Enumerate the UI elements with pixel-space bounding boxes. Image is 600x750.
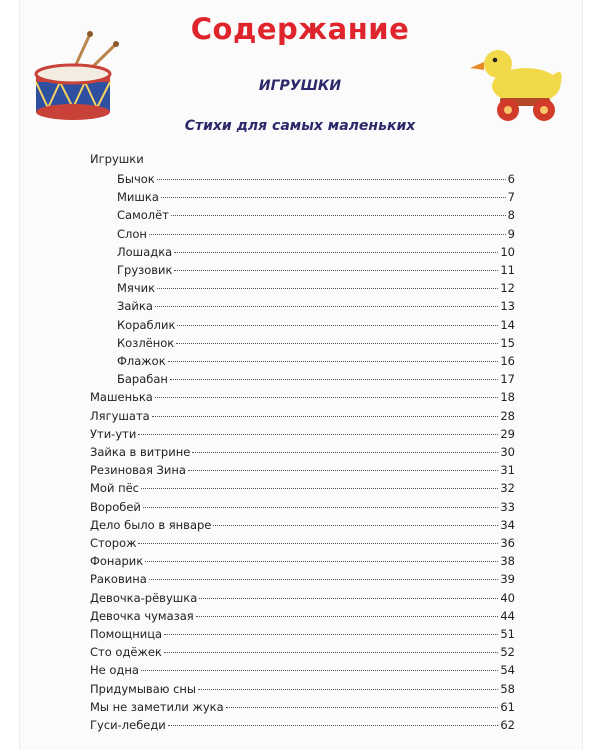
toc-leader-dots: [149, 234, 506, 235]
toc-page-number: 36: [500, 536, 515, 550]
toc-entry-title: Не одна: [90, 663, 139, 678]
toc-page-number: 39: [500, 572, 515, 587]
toc-leader-dots: [196, 616, 499, 617]
toc-page-number: 34: [500, 517, 515, 532]
toc-page-number: 38: [500, 554, 515, 569]
toc-entry-title: Кораблик: [117, 317, 176, 332]
toc-leader-dots: [164, 634, 498, 635]
toc-entry-title: Зайка: [117, 299, 153, 314]
toc-page-number: 9: [507, 226, 515, 241]
toc-entry-title: Самолёт: [117, 208, 169, 223]
toc-leader-dots: [226, 707, 499, 708]
toc-leader-dots: [155, 306, 498, 307]
toc-page-number: 33: [500, 499, 515, 514]
toc-entry-title: Сто одёжек: [90, 645, 162, 660]
toc-leader-dots: [168, 725, 499, 726]
toc-entry: [90, 461, 515, 479]
toc-entry: [90, 552, 515, 570]
book-subtitle: Стихи для самых маленьких: [184, 118, 416, 134]
toc-entry: [90, 643, 515, 661]
toc-entry: [117, 243, 515, 261]
toc-entry: [90, 589, 515, 607]
toc-leader-dots: [138, 434, 498, 435]
toc-page-number: 44: [500, 608, 515, 623]
toc-leader-dots: [145, 561, 498, 562]
toc-entry-title: Воробей: [90, 499, 141, 514]
toc-entry: [117, 188, 515, 206]
toc-leader-dots: [198, 689, 498, 690]
toc-entry: [90, 498, 515, 516]
toc-page-number: 15: [500, 335, 515, 350]
toc-leader-dots: [199, 598, 498, 599]
toc-leader-dots: [152, 416, 499, 417]
toc-entry: [90, 570, 515, 588]
toc-leader-dots: [141, 670, 498, 671]
toc-page-number: 17: [500, 372, 515, 387]
page-title: Содержание: [190, 12, 410, 46]
toc-leader-dots: [138, 543, 498, 544]
toc-entry: [90, 425, 515, 443]
toc-leader-dots: [174, 252, 498, 253]
section-title: ИГРУШКИ: [258, 78, 342, 94]
toc-entry: [117, 279, 515, 297]
toc-page-number: 51: [500, 627, 515, 641]
toc-entry: [117, 225, 515, 243]
toc-entry: [117, 206, 515, 224]
toc-entry-title: Дело было в январе: [90, 517, 212, 532]
toc-entry: [117, 316, 515, 334]
toc-leader-dots: [164, 652, 498, 653]
toc-entry-title: Придумываю сны: [90, 681, 197, 696]
toc-entry: [117, 352, 515, 370]
toc-entry-title: Лошадка: [117, 244, 173, 259]
toc-entry-title: Ути-ути: [90, 426, 137, 441]
toc-leader-dots: [157, 179, 506, 180]
toc-entry: [90, 534, 515, 552]
toc-leader-dots: [143, 507, 498, 508]
toc-page-number: 12: [500, 281, 515, 296]
toc-entry: [90, 607, 515, 625]
toc-leader-dots: [155, 397, 499, 398]
toc-page-number: 6: [507, 172, 515, 186]
toc-entry-title: Фонарик: [90, 554, 144, 569]
toc-leader-dots: [168, 361, 499, 362]
toc-leader-dots: [188, 470, 498, 471]
toc-entry: [90, 625, 515, 643]
toc-leader-dots: [192, 452, 498, 453]
toc-page-number: 14: [500, 317, 515, 332]
toc-page-number: 28: [500, 408, 515, 423]
toc-entry-title: Мишка: [117, 190, 159, 205]
toc-page-number: 10: [500, 244, 515, 259]
toc-entry-title: Сторож: [90, 536, 137, 550]
toc-entry-title: Барабан: [117, 372, 168, 387]
toc-page-number: 7: [507, 190, 515, 205]
toc-page-number: 54: [500, 663, 515, 678]
toc-page-number: 31: [500, 463, 515, 478]
toc-entry-title: Флажок: [117, 354, 166, 368]
toc-entry: [90, 479, 515, 497]
toc-entry: [90, 516, 515, 534]
toc-entry-title: Мой пёс: [90, 481, 140, 496]
toc-page-number: 18: [500, 390, 515, 405]
toc-leader-dots: [171, 215, 506, 216]
toc-entry-title: Резиновая Зина: [90, 463, 186, 478]
toc-entry-title: Козлёнок: [117, 335, 175, 350]
toc-leader-dots: [149, 579, 499, 580]
toc-page-number: 61: [500, 699, 515, 714]
toc-entry: [117, 297, 515, 315]
toc-entry-title: Грузовик: [117, 263, 173, 277]
toc-page-number: 29: [500, 426, 515, 441]
toc-page-number: 58: [500, 681, 515, 696]
toc-page-number: 8: [507, 208, 515, 223]
toc-entry-title: Машенька: [90, 390, 153, 405]
toc-entry: [90, 443, 515, 461]
toc-leader-dots: [176, 343, 498, 344]
toc-entry: [90, 698, 515, 716]
toc-leader-dots: [141, 488, 498, 489]
toc-page-number: 62: [500, 718, 515, 732]
toc-page-number: 13: [500, 299, 515, 314]
toc-leader-dots: [177, 325, 498, 326]
toc-leader-dots: [157, 288, 498, 289]
toc-entry: [90, 388, 515, 406]
toc-page-number: 40: [500, 590, 515, 605]
toc-entry-title: Помощница: [90, 627, 163, 641]
toc-entry: [117, 370, 515, 388]
toc-page-number: 16: [500, 354, 515, 368]
toc-page-number: 11: [500, 263, 515, 277]
toc-entry-title: Мячик: [117, 281, 156, 296]
toc-entry-title: Мы не заметили жука: [90, 699, 224, 714]
toc-leader-dots: [161, 197, 506, 198]
toc-page-number: 30: [500, 445, 515, 459]
toc-entry-title: Девочка-рёвушка: [90, 590, 198, 605]
toc-leader-dots: [213, 525, 498, 526]
toc-entry-title: Раковина: [90, 572, 147, 587]
toc-entry-title: Гуси-лебеди: [90, 718, 166, 732]
toc-entry: [117, 170, 515, 188]
toc-entry: [90, 680, 515, 698]
toc-entry: [117, 334, 515, 352]
toc-entry: [90, 716, 515, 734]
toc-page-number: 52: [500, 645, 515, 660]
toc-entry-title: Девочка чумазая: [90, 608, 194, 623]
toc-entry: [117, 261, 515, 279]
toc-group-heading: Игрушки: [90, 152, 144, 166]
toc-entry-title: Бычок: [117, 172, 155, 186]
toc-page-number: 32: [500, 481, 515, 496]
toc-entry: [90, 661, 515, 679]
toc-leader-dots: [174, 270, 498, 271]
toc-leader-dots: [170, 379, 498, 380]
toc-entry-title: Лягушата: [90, 408, 150, 423]
toc-entry: [90, 407, 515, 425]
toc-entry-title: Слон: [117, 226, 147, 241]
toc-entry-title: Зайка в витрине: [90, 445, 191, 459]
